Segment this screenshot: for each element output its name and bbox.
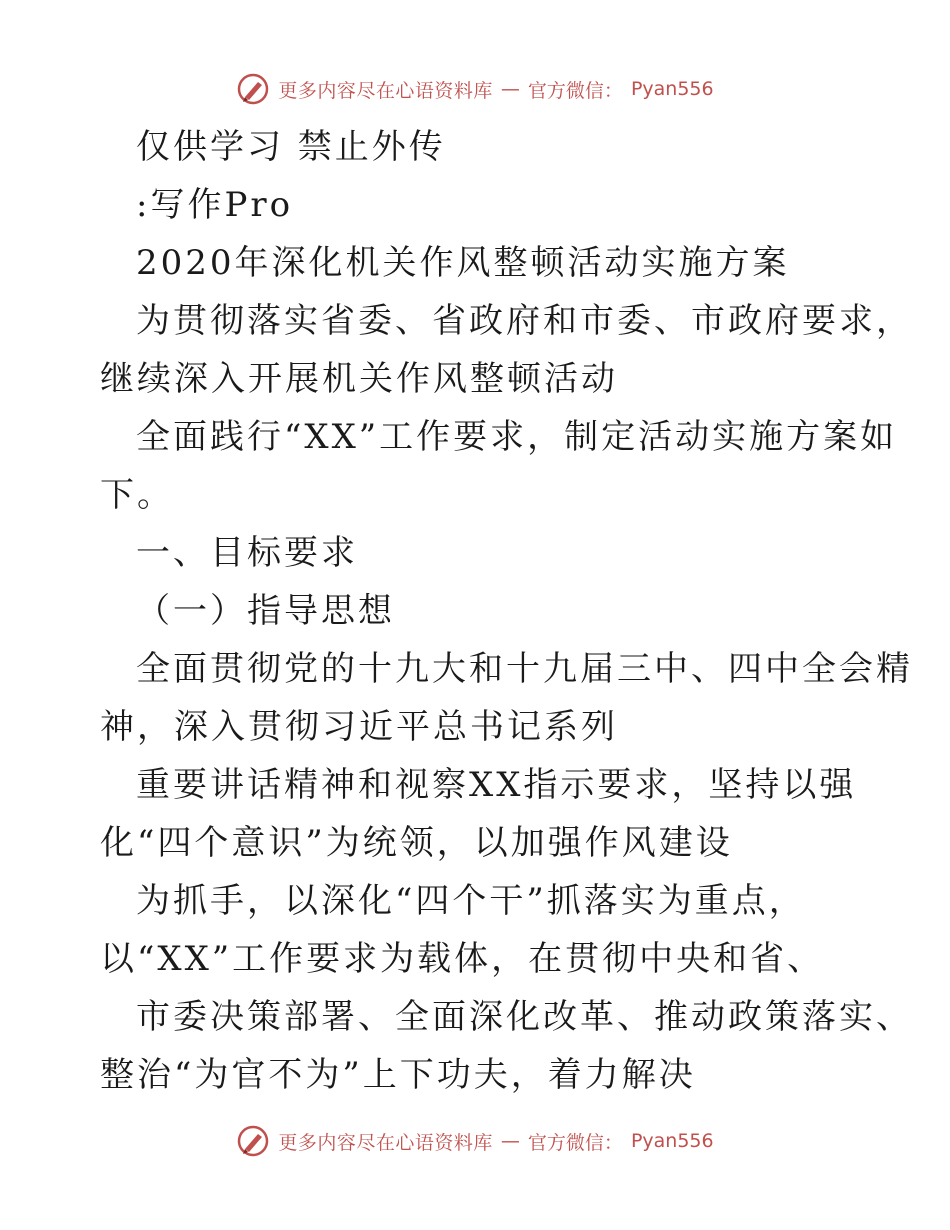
text-line: :写作Pro — [136, 185, 294, 225]
text-line: 全面贯彻党的十九大和十九届三中、四中全会精 — [136, 649, 913, 689]
pen-logo-icon — [236, 1124, 270, 1158]
text-line: 继续深入开展机关作风整顿活动 — [100, 359, 618, 399]
text-line: 下。 — [100, 475, 174, 515]
text-line: 神，深入贯彻习近平总书记系列 — [100, 707, 618, 747]
document-title: 2020年深化机关作风整顿活动实施方案 — [136, 243, 790, 283]
text-line: 整治“为官不为”上下功夫，着力解决 — [100, 1055, 696, 1095]
document-body — [100, 118, 913, 1104]
watermark-separator: — — [500, 78, 520, 100]
watermark-main-text: 更多内容尽在心语资料库 — [278, 79, 493, 102]
text-line: 仅供学习 禁止外传 — [136, 127, 446, 167]
pen-logo-icon — [236, 72, 270, 106]
watermark-footer — [0, 1124, 950, 1158]
text-line: 化“四个意识”为统领，以加强作风建设 — [100, 823, 733, 863]
watermark-wechat-id: Pyan556 — [630, 78, 714, 100]
watermark-header — [0, 72, 950, 106]
watermark-main-text: 更多内容尽在心语资料库 — [278, 1131, 493, 1154]
text-line: 重要讲话精神和视察XX指示要求，坚持以强 — [136, 765, 857, 805]
watermark-label: 官方微信： — [527, 79, 623, 102]
subsection-heading: （一）指导思想 — [136, 591, 395, 631]
text-line: 全面践行“XX”工作要求，制定活动实施方案如 — [136, 417, 898, 457]
text-line: 为贯彻落实省委、省政府和市委、市政府要求， — [136, 301, 913, 341]
watermark-separator: — — [500, 1130, 520, 1152]
watermark-label: 官方微信： — [527, 1131, 623, 1154]
watermark-wechat-id: Pyan556 — [630, 1130, 714, 1152]
text-line: 为抓手，以深化“四个干”抓落实为重点， — [136, 881, 806, 921]
section-heading: 一、目标要求 — [136, 533, 358, 573]
text-line: 以“XX”工作要求为载体，在贯彻中央和省、 — [100, 939, 825, 979]
text-line: 市委决策部署、全面深化改革、推动政策落实、 — [136, 997, 913, 1037]
